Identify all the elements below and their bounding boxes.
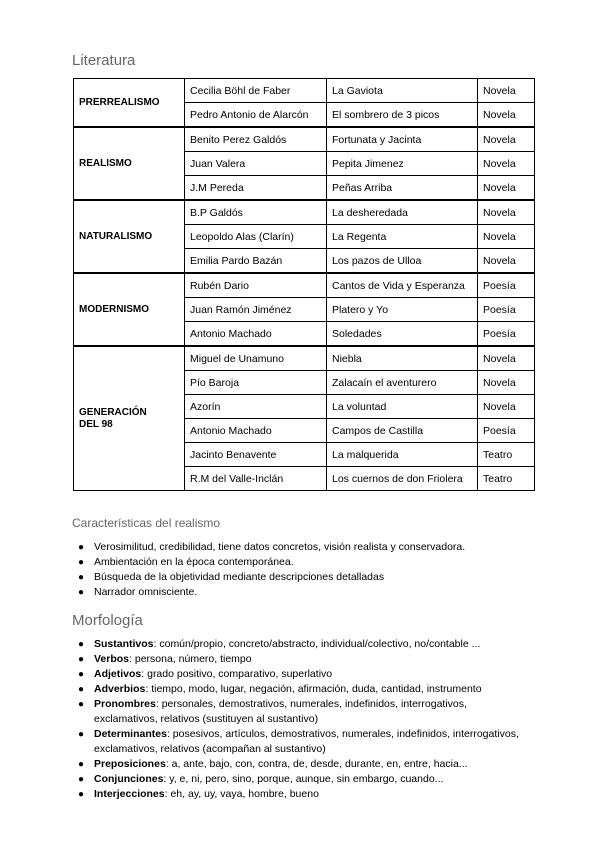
morfologia-heading: Morfología [72,612,143,629]
bullet-icon: ● [78,572,85,583]
movement-cell: PRERREALISMO [74,79,185,128]
author-cell: J.M Pereda [185,176,327,201]
term-description: : a, ante, bajo, con, contra, de, desde, durante, en, entre, hacia... [165,758,468,770]
list-item [72,637,532,652]
author-cell: B.P Galdós [185,200,327,225]
bullet-icon: ● [78,774,85,785]
work-cell: Niebla [327,346,478,371]
author-cell: R.M del Valle-Inclán [185,467,327,491]
movement-cell: REALISMO [74,127,185,200]
list-item [72,570,532,585]
bullet-icon: ● [78,654,85,665]
bullet-icon: ● [78,557,85,568]
work-cell: Campos de Castilla [327,419,478,443]
list-item-text: Búsqueda de la objetividad mediante descripciones detalladas [94,571,385,583]
work-cell: Los cuernos de don Friolera [327,467,478,491]
author-cell: Leopoldo Alas (Clarín) [185,225,327,249]
realismo-list [72,540,532,600]
bullet-icon: ● [78,684,85,695]
list-item [72,787,532,802]
term-description: : y, e, ni, pero, sino, porque, aunque, sin embargo, cuando... [163,773,444,785]
author-cell: Pedro Antonio de Alarcón [185,103,327,128]
list-item [72,772,532,787]
list-item [72,540,532,555]
work-cell: La voluntad [327,395,478,419]
term-label: Pronombres [94,698,156,710]
movement-cell: MODERNISMO [74,273,185,346]
work-cell: Zalacaín el aventurero [327,371,478,395]
list-item [72,757,532,772]
table-row [74,127,535,152]
page-title: Literatura [72,52,136,69]
genre-cell: Teatro [478,443,535,467]
term-label: Preposiciones [94,758,166,770]
term-description: : común/propio, concreto/abstracto, individual/colectivo, no/contable ... [153,638,481,650]
list-item [72,555,532,570]
work-cell: La desheredada [327,200,478,225]
work-cell: El sombrero de 3 picos [327,103,478,128]
genre-cell: Novela [478,152,535,176]
bullet-icon: ● [78,759,85,770]
realismo-heading: Características del realismo [72,516,221,530]
genre-cell: Novela [478,225,535,249]
work-cell: La malquerida [327,443,478,467]
genre-cell: Novela [478,346,535,371]
list-item [72,727,532,757]
term-description: : tiempo, modo, lugar, negación, afirmación, duda, cantidad, instrumento [145,683,482,695]
author-cell: Cecilia Böhl de Faber [185,79,327,103]
bullet-icon: ● [78,789,85,800]
term-description: : grado positivo, comparativo, superlativo [141,668,333,680]
author-cell: Juan Ramón Jiménez [185,298,327,322]
work-cell: Soledades [327,322,478,347]
term-label: Adjetivos [94,668,142,680]
list-item [72,697,532,727]
movement-cell: GENERACIÓN DEL 98 [74,346,185,491]
term-description: : persona, número, tiempo [129,653,252,665]
bullet-icon: ● [78,729,85,740]
list-item [72,667,532,682]
genre-cell: Novela [478,395,535,419]
term-label: Conjunciones [94,773,164,785]
list-item [72,652,532,667]
list-item-text: Narrador omnisciente. [94,586,198,598]
author-cell: Jacinto Benavente [185,443,327,467]
genre-cell: Novela [478,103,535,128]
author-cell: Miguel de Unamuno [185,346,327,371]
term-description: : eh, ay, uy, vaya, hombre, bueno [164,788,319,800]
work-cell: La Regenta [327,225,478,249]
author-cell: Emilia Pardo Bazán [185,249,327,274]
bullet-icon: ● [78,587,85,598]
list-item-text: Verosimilitud, credibilidad, tiene datos concretos, visión realista y conservadora. [94,541,466,553]
bullet-icon: ● [78,669,85,680]
author-cell: Antonio Machado [185,322,327,347]
term-label: Sustantivos [94,638,154,650]
movement-cell: NATURALISMO [74,200,185,273]
author-cell: Juan Valera [185,152,327,176]
bullet-icon: ● [78,699,85,710]
table-row [74,79,535,103]
work-cell: Pepita Jimenez [327,152,478,176]
work-cell: Fortunata y Jacinta [327,127,478,152]
work-cell: Cantos de Vida y Esperanza [327,273,478,298]
term-description: : posesivos, artículos, demostrativos, numerales, indefinidos, interrogativos, exclamativos, relativos (acompañan al sustantivo) [94,728,519,755]
table-row [74,346,535,371]
author-cell: Antonio Machado [185,419,327,443]
genre-cell: Novela [478,176,535,201]
term-label: Interjecciones [94,788,165,800]
author-cell: Benito Perez Galdós [185,127,327,152]
genre-cell: Novela [478,79,535,103]
table-row [74,273,535,298]
literature-table [73,78,535,491]
term-label: Adverbios [94,683,146,695]
work-cell: La Gaviota [327,79,478,103]
table-row [74,200,535,225]
genre-cell: Teatro [478,467,535,491]
work-cell: Los pazos de Ulloa [327,249,478,274]
genre-cell: Novela [478,371,535,395]
genre-cell: Poesía [478,322,535,347]
genre-cell: Poesía [478,273,535,298]
morfologia-list [72,637,532,802]
list-item-text: Ambientación en la época contemporánea. [94,556,294,568]
genre-cell: Novela [478,249,535,274]
author-cell: Rubén Dario [185,273,327,298]
term-label: Verbos [94,653,130,665]
genre-cell: Poesía [478,298,535,322]
genre-cell: Poesía [478,419,535,443]
list-item [72,585,532,600]
genre-cell: Novela [478,127,535,152]
author-cell: Pío Baroja [185,371,327,395]
work-cell: Platero y Yo [327,298,478,322]
term-description: : personales, demostrativos, numerales, indefinidos, interrogativos, exclamativos, relativos (sustituyen al sustantivo) [94,698,467,725]
author-cell: Azorín [185,395,327,419]
term-label: Determinantes [94,728,167,740]
bullet-icon: ● [78,542,85,553]
bullet-icon: ● [78,639,85,650]
list-item [72,682,532,697]
work-cell: Peñas Arriba [327,176,478,201]
genre-cell: Novela [478,200,535,225]
